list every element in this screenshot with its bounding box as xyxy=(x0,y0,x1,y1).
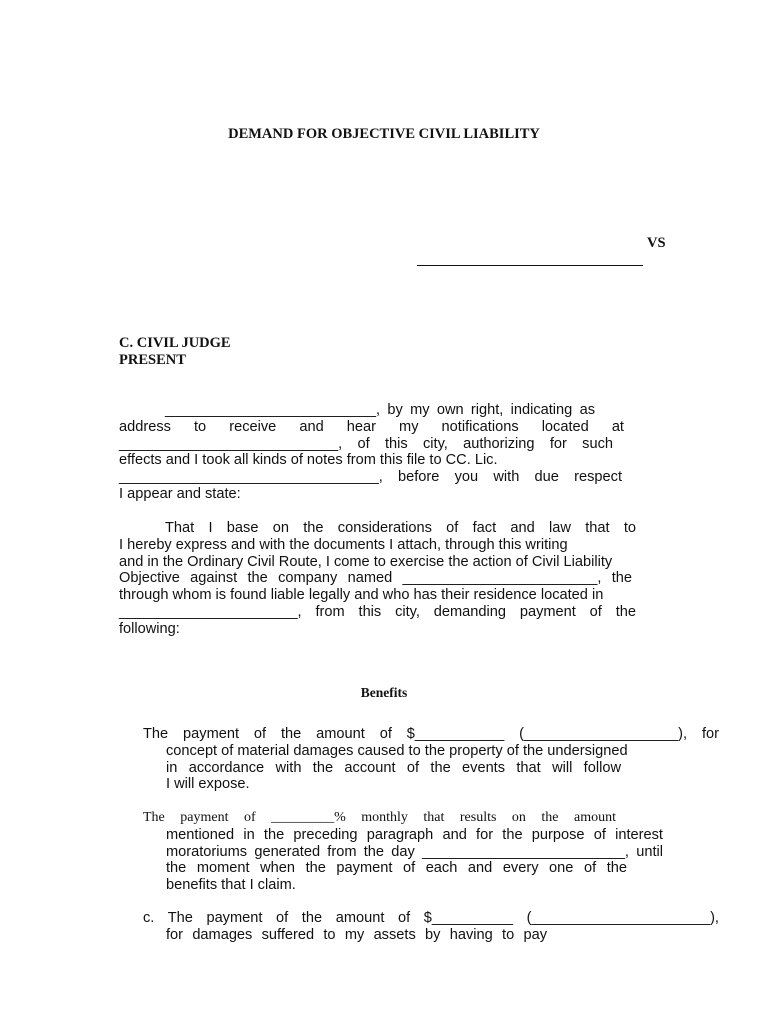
paragraph-intro xyxy=(119,402,632,503)
document-title: DEMAND FOR OBJECTIVE CIVIL LIABILITY xyxy=(228,126,540,142)
paragraph-facts-line: through whom is found liable legally and who has their residence located in xyxy=(119,587,604,604)
paragraph-intro-line: effects and I took all kinds of notes from this file to CC. Lic. xyxy=(119,452,498,469)
benefit-b-line: moratoriums generated from the day _________________________, until xyxy=(166,843,663,860)
paragraph-facts-line: following: xyxy=(119,620,180,637)
benefit-item-c xyxy=(143,910,719,944)
vs-blank-line xyxy=(417,250,643,266)
benefit-a-line: concept of material damages caused to the property of the undersigned xyxy=(166,742,628,759)
benefit-item-a xyxy=(143,726,719,793)
paragraph-facts xyxy=(119,520,636,638)
benefit-a-line: in accordance with the account of the events that will follow xyxy=(166,759,621,776)
paragraph-intro-line: I appear and state: xyxy=(119,485,241,502)
addressee-block xyxy=(119,335,231,369)
paragraph-facts-line: Objective against the company named ________________________, the xyxy=(119,570,632,587)
benefit-a-line: The payment of the amount of $___________ (___________________), for xyxy=(143,726,719,742)
benefits-heading: Benefits xyxy=(360,685,408,700)
vs-label: VS xyxy=(647,235,666,251)
benefit-b-line: the moment when the payment of each and every one of the xyxy=(166,860,627,877)
paragraph-facts-line: I hereby express and with the documents I attach, through this writing xyxy=(119,536,568,553)
paragraph-intro-line: __________________________, by my own right, indicating as xyxy=(165,402,595,418)
paragraph-intro-line: ________________________________, before you with due respect xyxy=(119,469,622,486)
addressee-line-judge: C. CIVIL JUDGE xyxy=(119,335,231,351)
benefit-a-line: I will expose. xyxy=(166,776,250,793)
benefit-c-line: c. The payment of the amount of $__________ (______________________), xyxy=(143,910,719,926)
paragraph-facts-line: and in the Ordinary Civil Route, I come to exercise the action of Civil Liability xyxy=(119,553,613,570)
benefit-c-line: for damages suffered to my assets by having to pay xyxy=(166,926,547,943)
benefit-b-line: benefits that I claim. xyxy=(166,877,296,894)
paragraph-facts-line: ______________________, from this city, demanding payment of the xyxy=(119,603,636,620)
paragraph-intro-line: address to receive and hear my notifications located at xyxy=(119,418,624,435)
paragraph-facts-line: That I base on the considerations of fact and law that to xyxy=(165,520,636,536)
paragraph-intro-line: ___________________________, of this city, authorizing for such xyxy=(119,435,613,452)
benefit-b-line: mentioned in the preceding paragraph and for the purpose of interest xyxy=(166,826,663,843)
benefit-item-b xyxy=(143,810,663,894)
addressee-line-present: PRESENT xyxy=(119,352,186,368)
benefit-b-line: The payment of _________% monthly that results on the amount xyxy=(143,810,616,825)
